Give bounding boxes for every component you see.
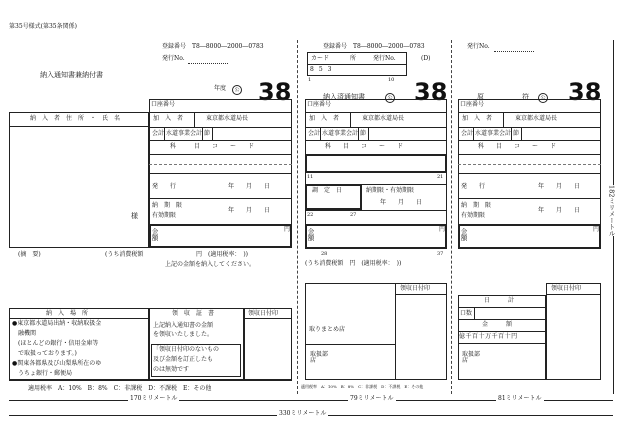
line xyxy=(320,127,321,140)
line xyxy=(511,127,512,140)
form-code-38-2: 38 xyxy=(414,78,448,106)
accounting-label: 会計 xyxy=(152,130,165,137)
issue-no-label-2: 発行No. xyxy=(373,55,396,62)
line xyxy=(395,283,396,380)
payment-place-line4: で取扱っております。) xyxy=(18,350,77,357)
member-name: 東京都水道局長 xyxy=(206,115,249,122)
section-label: 節 xyxy=(204,130,211,137)
payment-place-line1: ●東京都水道局出納・収納取扱金 xyxy=(12,320,102,327)
account-number-label-3: 口座番号 xyxy=(460,101,485,108)
code-label-2: 科 目 コ ー ド xyxy=(325,143,404,150)
valid-label-3: 有効期限 xyxy=(461,212,486,219)
section1-title: 納入通知書兼納付書 xyxy=(40,71,103,79)
card-digits: 853 xyxy=(310,66,337,73)
width-330: 330ミリメートル xyxy=(279,410,327,417)
line xyxy=(458,173,601,174)
width-79: 79ミリメートル xyxy=(350,395,394,402)
member-name-3: 東京都水道局長 xyxy=(515,115,558,122)
issue-no-label-3: 発行No. xyxy=(467,43,490,50)
payment-statement: 上記の金額を納入してください。 xyxy=(165,261,256,268)
tax-rate-legend-2: 適用税率 A：10% B：8% C：非課税 D：不課税 E：その他 xyxy=(301,384,424,389)
line xyxy=(458,154,601,155)
amount-label-3: 金額 xyxy=(459,228,468,241)
line xyxy=(395,294,447,295)
pos-1: 1 xyxy=(308,77,312,83)
pos-11: 11 xyxy=(307,174,314,180)
account-number-label: 口座番号 xyxy=(151,101,176,108)
issued-label: 発 行 xyxy=(152,183,177,190)
form-code-38: 38 xyxy=(258,78,292,106)
accounting-label-2: 会計 xyxy=(308,130,321,137)
issue-no-label: 発行No. xyxy=(162,55,185,62)
valid-label: 有効期限 xyxy=(152,212,177,219)
card-label: カード xyxy=(311,55,330,62)
receipt-note2: 及び金額を訂正したも xyxy=(153,356,214,363)
section-label-2: 節 xyxy=(360,130,367,137)
receipt-text2: を領収いたしました。 xyxy=(153,331,214,338)
line xyxy=(358,127,359,140)
payer-header-line xyxy=(9,126,149,127)
line xyxy=(212,127,213,140)
stamp-area-3 xyxy=(546,283,601,380)
line xyxy=(521,127,522,140)
perforation-2 xyxy=(451,40,452,394)
pos-10: 10 xyxy=(388,77,395,83)
issued-date: 年 月 日 xyxy=(228,183,271,190)
kou-circle-3: 公 xyxy=(538,93,548,103)
line xyxy=(458,140,601,141)
remarks-label: (摘 要) xyxy=(18,251,41,258)
line xyxy=(458,331,546,332)
line xyxy=(458,198,601,199)
kou-circle: 公 xyxy=(232,85,242,95)
collect-bank-label: 取りまとめ店 xyxy=(309,326,346,333)
amount-header-3: 金 額 xyxy=(482,321,513,328)
section-label-3: 節 xyxy=(513,130,520,137)
perforation-1 xyxy=(297,40,298,394)
accounting-value-3: 水道事業会計 xyxy=(475,130,512,137)
line xyxy=(305,140,447,141)
accounting-value: 水道事業会計 xyxy=(166,130,203,137)
line xyxy=(164,127,165,140)
line xyxy=(9,380,292,381)
receipt-note1: 「領収日付印のないもの xyxy=(153,346,220,353)
width-81: 81ミリメートル xyxy=(498,395,542,402)
line xyxy=(368,127,369,140)
d-label: (D) xyxy=(421,55,431,62)
dash-line xyxy=(458,164,601,165)
due-valid-date: 年 月 日 xyxy=(380,199,423,206)
amount-box-3 xyxy=(458,224,601,249)
due-date: 年 月 日 xyxy=(228,207,271,214)
yen-label-3: 円 xyxy=(593,226,600,233)
account-number-label-2: 口座番号 xyxy=(307,101,332,108)
amount-units: 億千百十万千百十円 xyxy=(459,333,518,340)
yen-label-2: 円 xyxy=(439,226,446,233)
issued-label-3: 発 行 xyxy=(461,183,486,190)
accounting-value-2: 水道事業会計 xyxy=(322,130,359,137)
code-input-box xyxy=(305,154,447,173)
tax-rate-legend: 適用税率 A：10% B：8% C：非課税 D：不課税 E：その他 xyxy=(28,385,212,392)
kou-circle-2: 公 xyxy=(385,93,395,103)
stub-title-2: 符 xyxy=(522,93,529,101)
payment-place-line5: ●関東各都県及び山梨県所在のゆ xyxy=(12,360,102,367)
receipt-stamp-label: 領収日付印 xyxy=(248,310,279,317)
line xyxy=(149,140,292,141)
code-label-3: 科 目 コ ー ド xyxy=(478,143,557,150)
line xyxy=(503,112,504,127)
line xyxy=(305,127,447,128)
payment-place-line3: (ほとんどの銀行・信用金庫等 xyxy=(18,340,99,347)
handle-dept-label-3: 取扱部店 xyxy=(462,351,481,364)
line xyxy=(458,343,546,344)
line xyxy=(149,198,292,199)
adjust-day-label: 調 定 日 xyxy=(312,187,343,194)
place-label: 所 xyxy=(350,55,357,62)
amount-label-2: 金額 xyxy=(306,228,315,241)
line xyxy=(149,173,292,174)
member-label: 加 入 者 xyxy=(153,115,184,122)
registration-number: 登録番号 T8―8000―2000―0783 xyxy=(162,43,264,50)
yen-label: 円 xyxy=(284,226,291,233)
height-label: 182ミリメートル xyxy=(607,185,616,237)
line xyxy=(307,64,407,65)
payer-header: 納 入 者 住 所 ・ 氏 名 xyxy=(30,115,121,122)
receipt-stamp-label-2: 領収日付印 xyxy=(400,285,431,292)
day-total-label: 日 計 xyxy=(484,297,515,304)
payment-place-header: 納 入 場 所 xyxy=(46,310,89,317)
handle-dept-label-2: 取扱部店 xyxy=(310,351,329,364)
tax-rate-label: 円 (適用税率： )) xyxy=(196,251,249,258)
due-label: 納 期 限 xyxy=(152,202,183,209)
dash-line xyxy=(149,164,292,165)
tax-included-label: (うち消費税額 xyxy=(105,251,144,258)
issue-no-line xyxy=(188,63,228,64)
line xyxy=(149,127,292,128)
line xyxy=(458,127,601,128)
width-170: 170ミリメートル xyxy=(130,395,178,402)
tax-included-2: (うち消費税額 円 (適用税率： )) xyxy=(305,260,402,267)
form-number: 第35号様式(第35条関係) xyxy=(9,23,77,30)
code-label: 科 目 コ ー ド xyxy=(170,143,255,150)
line xyxy=(244,318,292,319)
issued-date-3: 年 月 日 xyxy=(538,183,581,190)
member-label-3: 加 入 者 xyxy=(462,115,493,122)
due-valid-label: 納期限・有効期限 xyxy=(366,187,415,194)
line xyxy=(202,127,203,140)
amount-box-2 xyxy=(305,224,447,249)
issue-no-line-3 xyxy=(494,51,534,52)
fiscal-year-label: 年度 xyxy=(214,85,227,92)
line xyxy=(458,319,546,320)
receipt-text1: 上記納入通知書の金額 xyxy=(153,322,214,329)
pos-37: 37 xyxy=(437,251,444,257)
form-code-38-3: 38 xyxy=(568,78,602,106)
line xyxy=(305,210,447,211)
pos-28: 28 xyxy=(321,251,328,257)
line xyxy=(149,112,292,113)
line xyxy=(9,318,149,319)
payer-box xyxy=(9,112,149,248)
line xyxy=(149,154,292,155)
line xyxy=(350,112,351,127)
line xyxy=(473,127,474,140)
line xyxy=(546,294,601,295)
sama-label: 様 xyxy=(131,212,138,220)
accounting-label-3: 会計 xyxy=(461,130,474,137)
due-label-3: 納 期 限 xyxy=(461,202,492,209)
section2-title: 納入済通知書 xyxy=(323,93,365,101)
stub-title-1: 原 xyxy=(477,93,484,101)
line xyxy=(305,112,447,113)
member-label-2: 加 入 者 xyxy=(309,115,340,122)
line xyxy=(194,112,195,127)
pos-21: 21 xyxy=(437,174,444,180)
receipt-stamp-label-3: 領収日付印 xyxy=(551,285,582,292)
amount-box xyxy=(149,224,292,248)
member-name-2: 東京都水道局長 xyxy=(362,115,405,122)
payment-place-line6: うちょ銀行・郵便局 xyxy=(18,370,73,377)
count-label: 口数 xyxy=(460,310,473,317)
registration-number-2: 登録番号 T8―8000―2000―0783 xyxy=(323,43,425,50)
pos-22: 22 xyxy=(307,212,314,218)
payment-place-line2: 融機関 xyxy=(18,330,37,337)
line xyxy=(305,344,395,345)
receipt-note3: のは無効です xyxy=(153,366,190,373)
line xyxy=(458,112,601,113)
line xyxy=(474,307,475,319)
amount-label: 金額 xyxy=(150,228,159,241)
receipt-header: 領 収 証 書 xyxy=(172,310,215,317)
line xyxy=(458,307,546,308)
pos-27: 27 xyxy=(350,212,357,218)
due-date-3: 年 月 日 xyxy=(538,207,581,214)
